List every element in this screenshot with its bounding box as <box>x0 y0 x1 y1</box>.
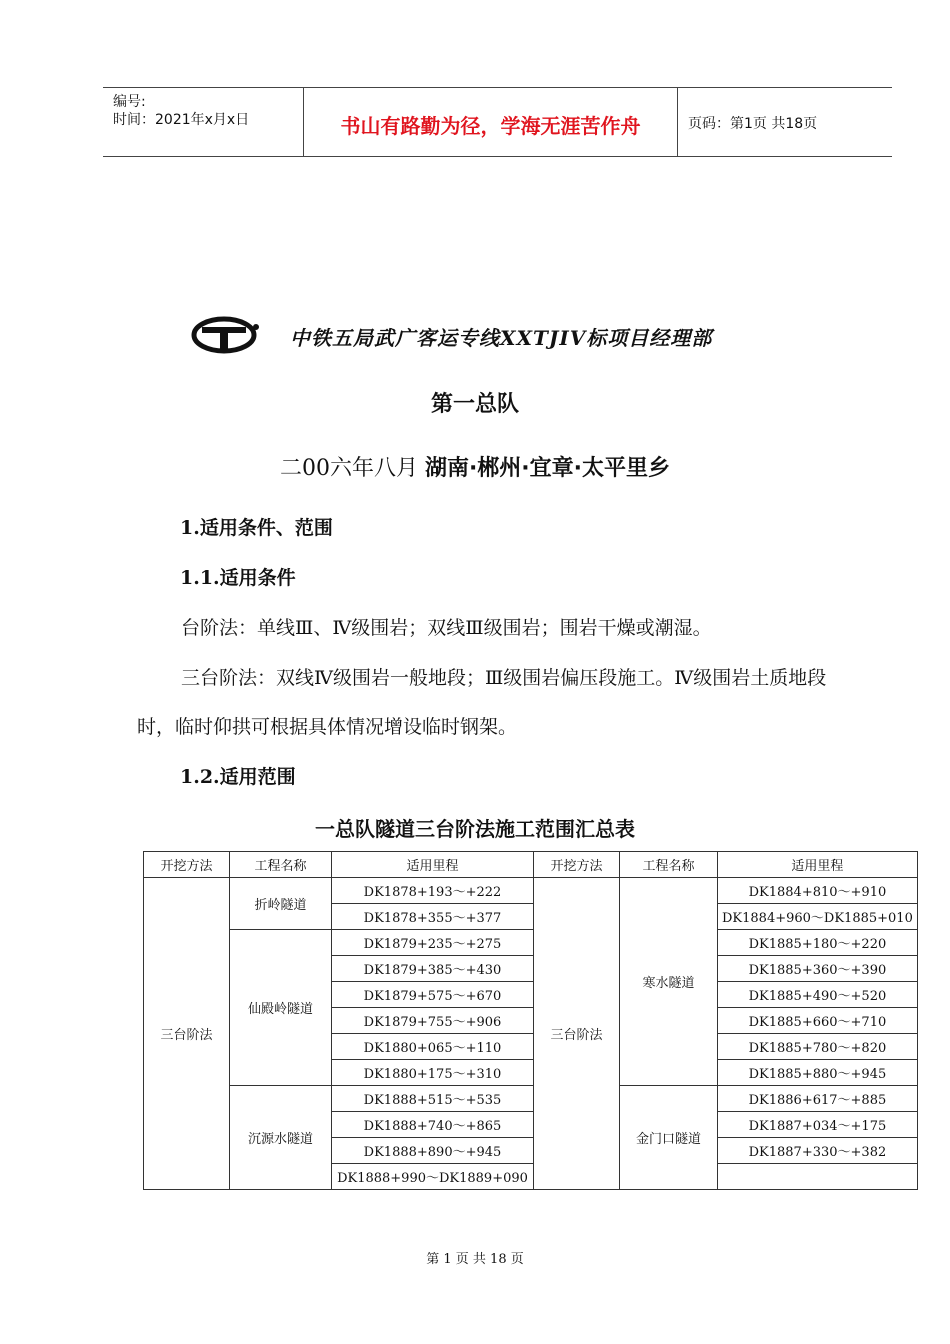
header-motto-cell <box>304 88 678 156</box>
tunnel-name-cell: 沉源水隧道 <box>230 1086 332 1190</box>
mileage-cell: DK1887+034～+175 <box>718 1112 918 1138</box>
mileage-cell: DK1884+960～DK1885+010 <box>718 904 918 930</box>
mileage-cell: DK1884+810～+910 <box>718 878 918 904</box>
mileage-cell: DK1878+355～+377 <box>332 904 534 930</box>
excavation-method-cell: 三台阶法 <box>144 878 230 1190</box>
mileage-cell: DK1879+575～+670 <box>332 982 534 1008</box>
table-row <box>144 1086 918 1112</box>
mileage-cell: DK1879+385～+430 <box>332 956 534 982</box>
excavation-method-cell: 三台阶法 <box>534 878 620 1190</box>
mileage-cell: DK1888+890～+945 <box>332 1138 534 1164</box>
table-row <box>144 878 918 904</box>
section-heading-1-2: 1.2.适用范围 <box>180 766 296 788</box>
tunnel-name-cell: 折岭隧道 <box>230 878 332 930</box>
mileage-cell: DK1885+360～+390 <box>718 956 918 982</box>
table-header-cell: 适用里程 <box>332 852 534 878</box>
unit-title: 第一总队 <box>430 392 519 417</box>
table-header-cell: 适用里程 <box>718 852 918 878</box>
tunnel-name-cell: 寒水隧道 <box>620 878 718 1086</box>
mileage-cell: DK1880+175～+310 <box>332 1060 534 1086</box>
header-meta <box>103 88 304 156</box>
page-footer: 第 1 页 共 18 页 <box>426 1252 524 1267</box>
mileage-cell: DK1885+880～+945 <box>718 1060 918 1086</box>
number-label: 编号: <box>113 94 146 110</box>
section-heading-1: 1.适用条件、范围 <box>180 517 333 539</box>
table-title: 一总队隧道三台阶法施工范围汇总表 <box>315 817 635 841</box>
section-heading-1-1: 1.1.适用条件 <box>180 567 296 589</box>
time-label: 时间：2021年x月x日 <box>113 112 250 128</box>
table-header-cell: 工程名称 <box>620 852 718 878</box>
table-header-row <box>144 852 918 878</box>
tunnel-name-cell: 仙殿岭隧道 <box>230 930 332 1086</box>
table-header-cell: 工程名称 <box>230 852 332 878</box>
mileage-cell: DK1888+515～+535 <box>332 1086 534 1112</box>
tunnel-name-cell: 金门口隧道 <box>620 1086 718 1190</box>
construction-range-table <box>143 851 918 1190</box>
mileage-cell: DK1885+490～+520 <box>718 982 918 1008</box>
mileage-cell: DK1879+235～+275 <box>332 930 534 956</box>
mileage-cell: DK1887+330～+382 <box>718 1138 918 1164</box>
org-title: 中铁五局武广客运专线XXTJIV标项目经理部 <box>290 326 713 350</box>
mileage-cell: DK1885+660～+710 <box>718 1008 918 1034</box>
mileage-cell: DK1888+990～DK1889+090 <box>332 1164 534 1190</box>
mileage-cell: DK1880+065～+110 <box>332 1034 534 1060</box>
mileage-cell: DK1885+780～+820 <box>718 1034 918 1060</box>
header-page-cell <box>678 88 892 156</box>
org-banner <box>190 315 790 355</box>
page-header <box>103 87 892 157</box>
mileage-cell: DK1886+617～+885 <box>718 1086 918 1112</box>
motto: 书山有路勤为径，学海无涯苦作舟 <box>340 114 641 138</box>
paragraph-bench-method: 台阶法：单线Ⅲ、Ⅳ级围岩；双线Ⅲ级围岩；围岩干燥或潮湿。 <box>181 617 712 639</box>
mileage-cell: DK1888+740～+865 <box>332 1112 534 1138</box>
mileage-cell <box>718 1164 918 1190</box>
date-place <box>0 451 950 482</box>
report-place: 湖南·郴州·宜章·太平里乡 <box>424 456 671 481</box>
paragraph-three-bench-method: 三台阶法：双线Ⅳ级围岩一般地段；Ⅲ级围岩偏压段施工。Ⅳ级围岩土质地段时，临时仰拱可根据具体情况增设临时钢架。 <box>137 667 827 738</box>
mileage-cell: DK1878+193～+222 <box>332 878 534 904</box>
table-header-cell: 开挖方法 <box>534 852 620 878</box>
company-logo-icon <box>190 315 266 355</box>
table-header-cell: 开挖方法 <box>144 852 230 878</box>
report-date: 二00六年八月 <box>279 456 418 481</box>
mileage-cell: DK1879+755～+906 <box>332 1008 534 1034</box>
mileage-cell: DK1885+180～+220 <box>718 930 918 956</box>
table-row <box>144 930 918 956</box>
page-info: 页码：第1页 共18页 <box>688 116 818 132</box>
